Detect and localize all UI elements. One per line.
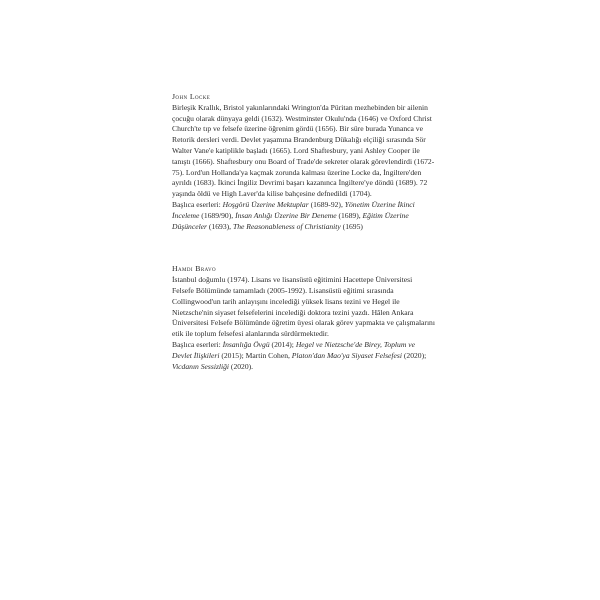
author-bio: İstanbul doğumlu (1974). Lisans ve lisansüstü eğitimini Hacettepe Üniversitesi Felsefe Bölümünde tamamladı (2005-1992). Lisansüstü eğitimi sırasında Collingwood'un tarih anlayışını incelediği yüksek lisans tezini ve Hegel ile Nietzsche'nin siyaset felsefelerini incelediği doktora tezini yazdı. Hâlen Ankara Üniversitesi Felsefe Bölümünde öğretim üyesi olarak görev yapmakta ve çalışmalarını etik ile toplum felsefesi alanlarında sürdürmektedir.: [172, 275, 435, 339]
work-detail: (2020).: [229, 361, 254, 371]
work-title: İnsan Anlığı Üzerine Bir Deneme: [235, 210, 337, 220]
work-detail: (1689),: [336, 210, 363, 220]
work-title: Platon'dan Mao'ya Siyaset Felsefesi: [291, 350, 402, 360]
work-detail: (1695): [340, 221, 363, 231]
author-bio: Birleşik Krallık, Bristol yakınlarındaki Wrington'da Püritan mezhebinden bir ailenin çocuğu olarak dünyaya geldi (1632). Westminster Okulu'nda (1646) ve Oxford Christ Church'te tıp ve felsefe üzerine öğrenim gördü (1656). Bir süre burada Yunanca ve Retorik dersleri verdi. Devlet yaşamına Brandenburg Dükalığı elçiliği sırasında Sör Walter Vane'e katiplikle başladı (1665). Lord Shaftesbury, yani Ashley Cooper ile tanıştı (1666). Shaftesbury onu Board of Trade'de sekreter olarak görevlendirdi (1672-75). Lord'un Hollanda'ya kaçmak zorunda kalması üzerine Locke da, İngiltere'den ayrıldı (1683). İkinci İngiliz Devrimi başarı kazanınca İngiltere'ye döndü (1689). 72 yaşında öldü ve High Laver'da kilise bahçesine defnedildi (1704).: [172, 102, 435, 199]
author-bios: [172, 92, 436, 372]
author-name: Hamdi Bravo: [172, 264, 217, 274]
work-title: Hegel ve Nietzsche'de Birey, Toplum ve Devlet İlişkileri: [172, 339, 415, 360]
work-detail: (1689-92),: [308, 199, 345, 209]
work-title: İnsanlığa Övgü: [222, 339, 270, 349]
work-detail: (2014);: [269, 339, 296, 349]
works-label: Başlıca eserleri:: [172, 339, 223, 349]
work-title: Vicdanın Sessizliği: [172, 361, 230, 371]
works-list: [172, 200, 436, 232]
work-title: The Reasonableness of Christianity: [232, 221, 341, 231]
works-list: [172, 340, 436, 372]
work-title: Yönetim Üzerine İkinci İnceleme: [172, 199, 415, 220]
work-detail: (2015); Martin Cohen,: [219, 350, 292, 360]
work-detail: (1689/90),: [199, 210, 236, 220]
works-label: Başlıca eserleri:: [172, 199, 223, 209]
work-title: Hoşgörü Üzerine Mektuplar: [222, 199, 309, 209]
author-name: John Locke: [172, 92, 211, 101]
work-title: Eğitim Üzerine Düşünceler: [172, 210, 409, 231]
work-detail: (2020);: [401, 350, 427, 360]
work-detail: (1693),: [207, 221, 233, 231]
bio-entry-hamdi-bravo: [172, 264, 436, 372]
bio-entry-john-locke: [172, 92, 436, 232]
